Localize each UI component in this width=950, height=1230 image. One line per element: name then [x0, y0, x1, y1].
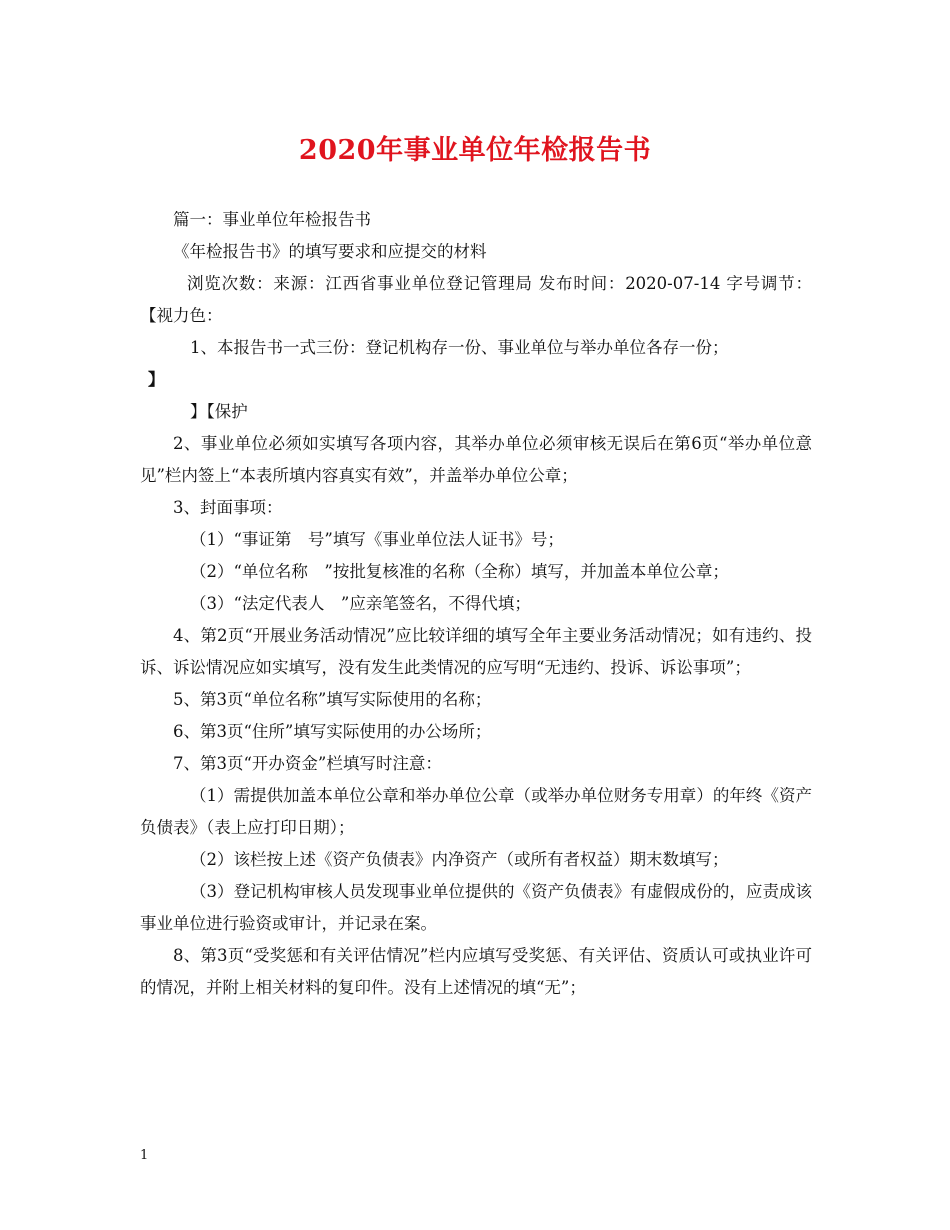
- paragraph-item-1: 1、本报告书一式三份：登记机构存一份、事业单位与举办单位各存一份；: [190, 338, 729, 357]
- paragraph-item-3-2: （2）“单位名称 ”按批复核准的名称（全称）填写，并加盖本单位公章；: [190, 562, 729, 581]
- paragraph-item-2: 2、事业单位必须如实填写各项内容，其举办单位必须审核无误后在第6页“举办单位意见”栏内签上“本表所填内容真实有效”，并盖举办单位公章；: [140, 434, 812, 485]
- paragraph-item-3-3: （3）“法定代表人 ”应亲笔签名，不得代填；: [190, 594, 531, 613]
- paragraph-bracket: 】: [148, 370, 165, 389]
- page-number: 1: [140, 1148, 149, 1163]
- paragraph-item-5: 5、第3页“单位名称”填写实际使用的名称；: [173, 690, 492, 709]
- paragraph-item-7-1: （1）需提供加盖本单位公章和举办单位公章（或举办单位财务专用章）的年终《资产负债表》（表上应打印日期）；: [140, 786, 812, 837]
- paragraph-item-4: 4、第2页“开展业务活动情况”应比较详细的填写全年主要业务活动情况；如有违约、投诉、诉讼情况应如实填写，没有发生此类情况的应写明“无违约、投诉、诉讼事项”；: [140, 626, 812, 677]
- paragraph-item-8: 8、第3页“受奖惩和有关评估情况”栏内应填写受奖惩、有关评估、资质认可或执业许可的情况，并附上相关材料的复印件。没有上述情况的填“无”；: [140, 946, 812, 997]
- document-body: [140, 204, 812, 1004]
- paragraph-item-7-3: （3）登记机构审核人员发现事业单位提供的《资产负债表》有虚假成份的，应责成该事业单位进行验资或审计，并记录在案。: [140, 882, 812, 933]
- paragraph-item-3-1: （1）“事证第 号”填写《事业单位法人证书》号；: [190, 530, 564, 549]
- paragraph-protect: 】【保护: [190, 402, 248, 421]
- paragraph-item-6: 6、第3页“住所”填写实际使用的办公场所；: [173, 722, 492, 741]
- paragraph-source-info: 浏览次数：来源：江西省事业单位登记管理局 发布时间：2020-07-14 字号调节：【视力色：: [140, 274, 812, 325]
- paragraph-chapter-heading: 篇一：事业单位年检报告书: [173, 210, 371, 229]
- paragraph-subtitle: 《年检报告书》的填写要求和应提交的材料: [173, 242, 487, 261]
- paragraph-item-7: 7、第3页“开办资金”栏填写时注意：: [173, 754, 442, 773]
- paragraph-item-7-2: （2）该栏按上述《资产负债表》内净资产（或所有者权益）期末数填写；: [190, 850, 729, 869]
- paragraph-item-3: 3、封面事项：: [173, 498, 283, 517]
- document-title: 2020年事业单位年检报告书: [298, 135, 652, 166]
